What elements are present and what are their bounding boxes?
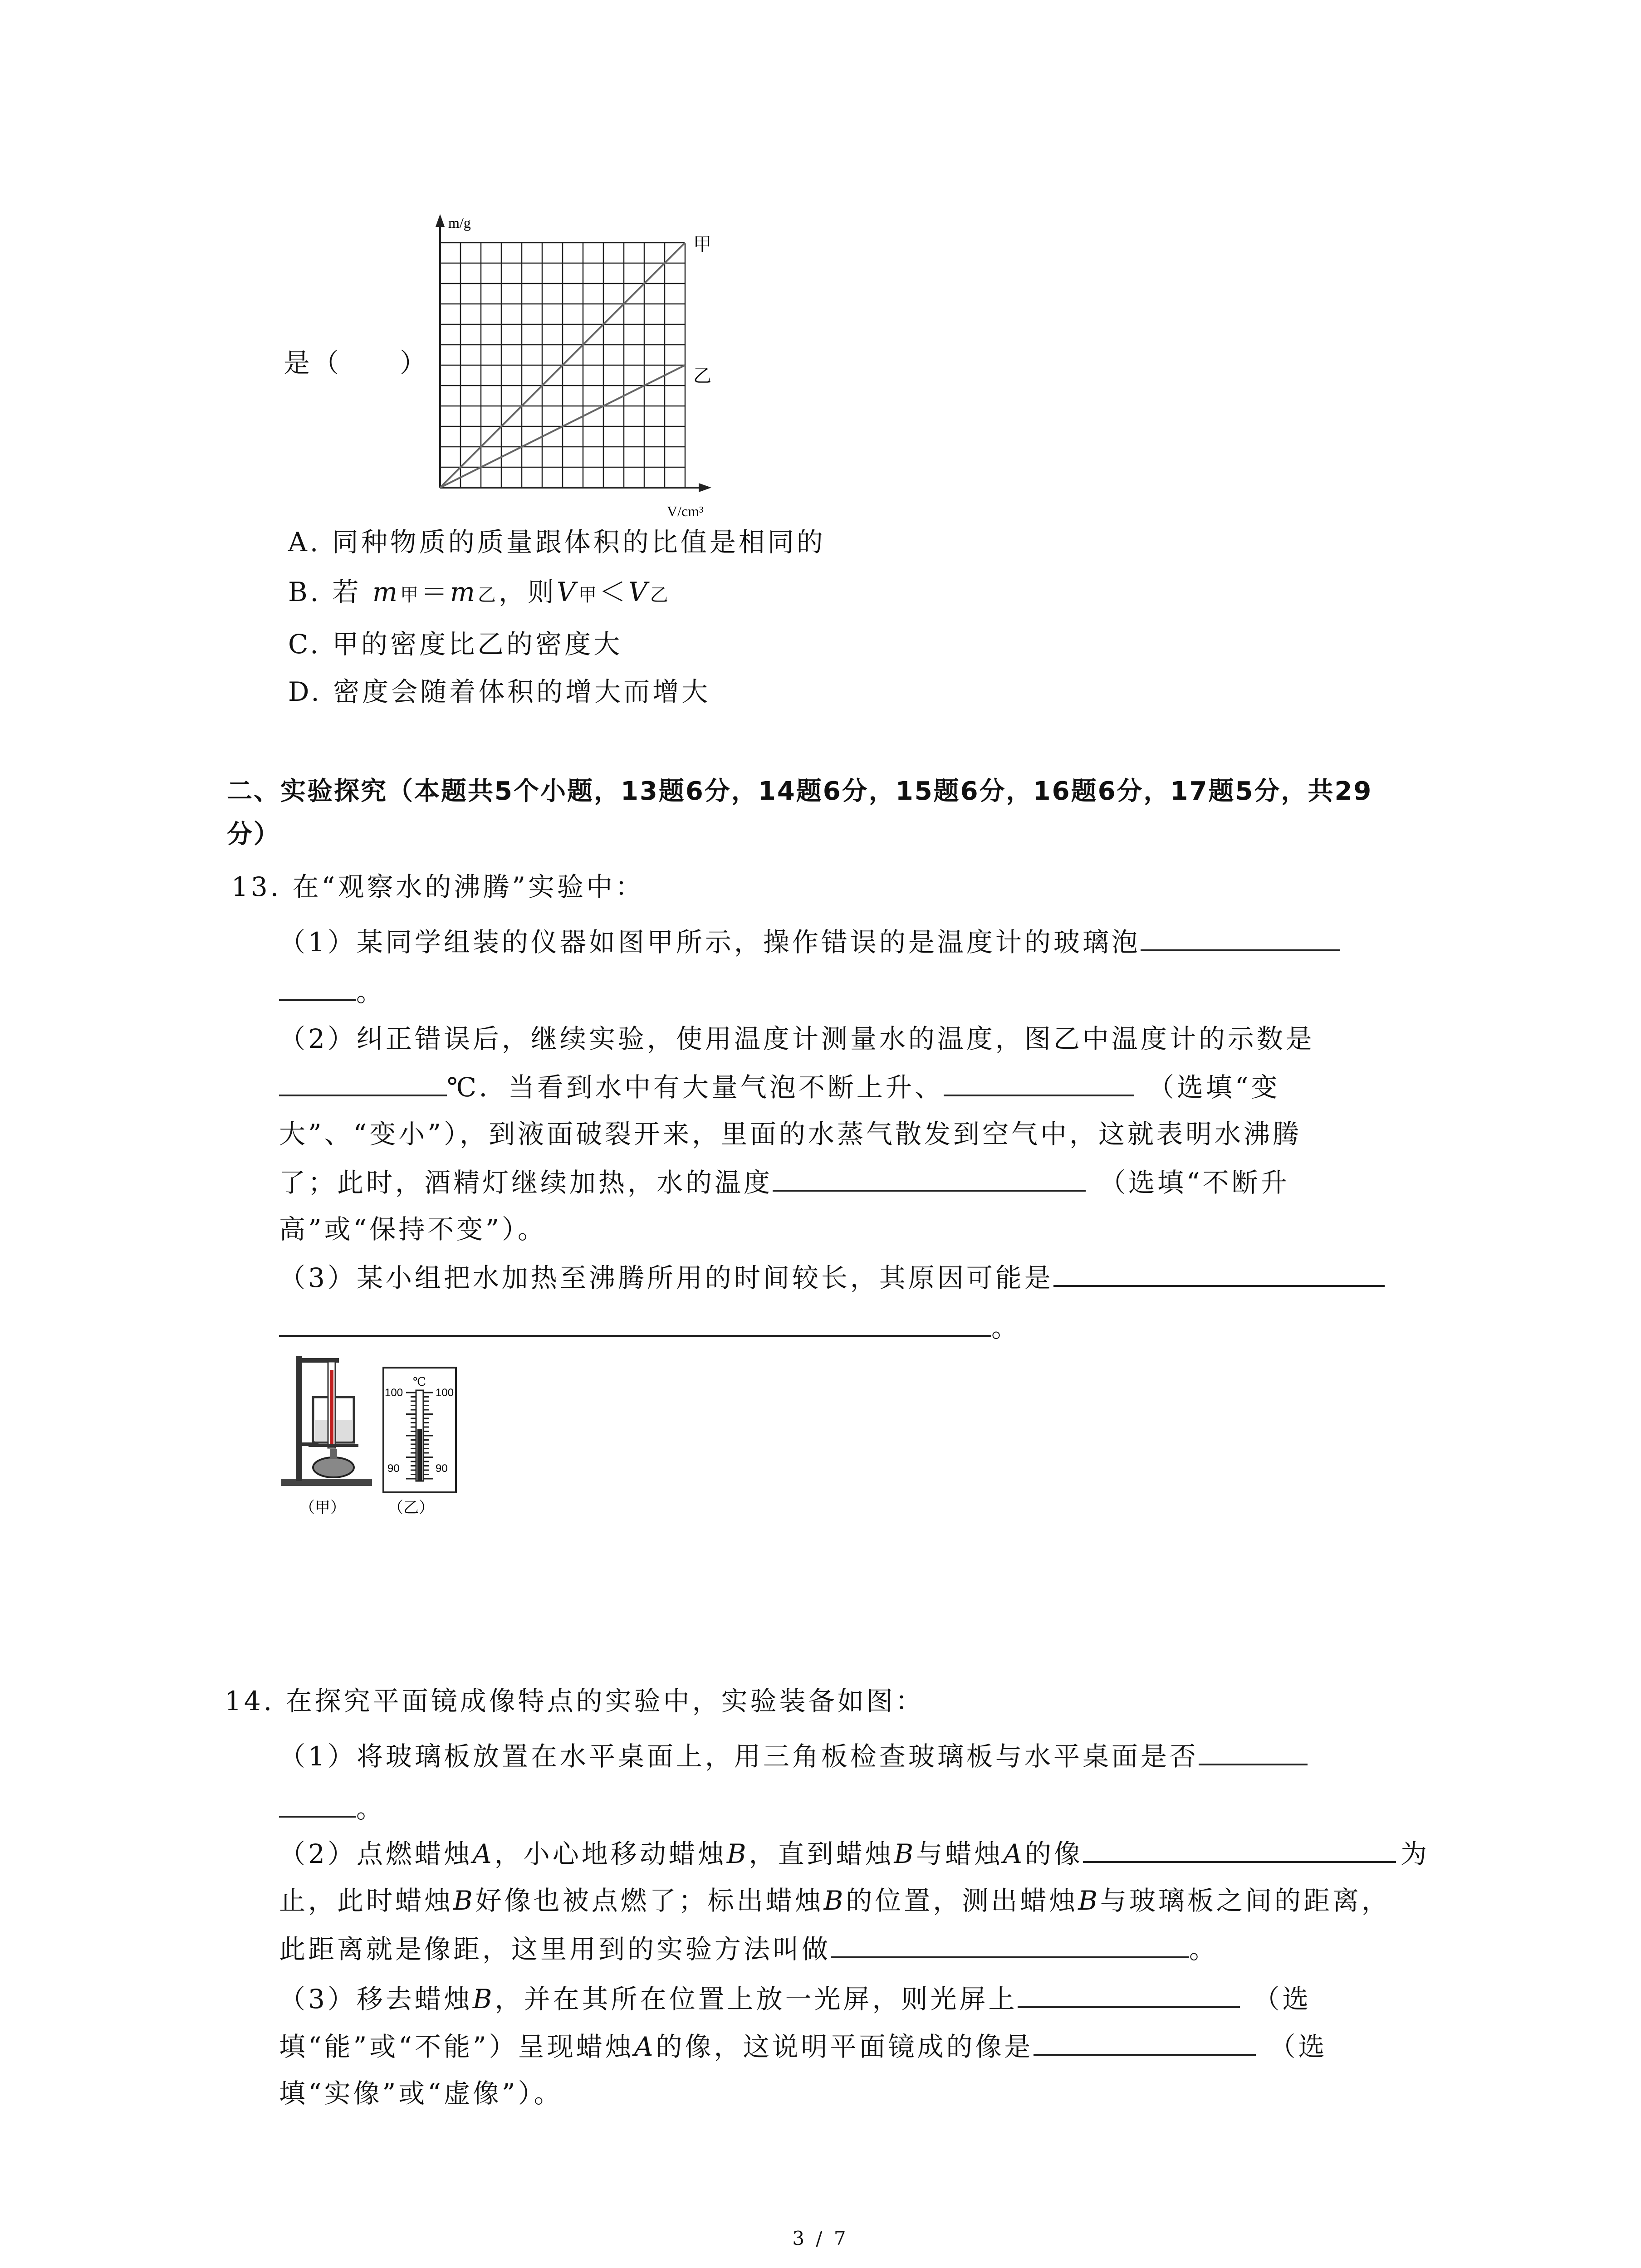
q13-p3-cont — [279, 1309, 1020, 1346]
var-m: m — [450, 577, 478, 607]
q13-p1-text: （1）某同学组装的仪器如图甲所示，操作错误的是温度计的玻璃泡 — [279, 927, 1141, 958]
q14-p2-text: 此距离就是像距，这里用到的实验方法叫做 — [279, 1934, 831, 1965]
eq-sign: ＝ — [421, 577, 450, 607]
q13-p2-line3: 大”、“变小”），到液面破裂开来，里面的水蒸气散发到空气中，这就表明水沸腾 — [279, 1119, 1302, 1149]
tick-label: 100 — [385, 1387, 403, 1399]
var-m: m — [372, 577, 400, 607]
q14-p2-text: ，小心地移动蜡烛 — [494, 1838, 727, 1869]
q14-p3-text: （选 — [1253, 1984, 1312, 2014]
var-v: V — [628, 577, 650, 607]
q14-p2-line2 — [279, 1882, 1391, 1919]
sub-jia: 甲 — [578, 585, 599, 606]
q13-p3 — [279, 1259, 1385, 1296]
q13-p2-text: 了；此时，酒精灯继续加热，水的温度 — [279, 1167, 773, 1198]
var-b: B — [823, 1885, 846, 1916]
q14-p2-text: ，直到蜡烛 — [749, 1838, 894, 1869]
q14-p2-text: 的像 — [1024, 1838, 1083, 1869]
sub-yi: 乙 — [650, 585, 671, 606]
q14-p1-cont — [279, 1789, 385, 1827]
option-d: D. 密度会随着体积的增大而增大 — [288, 676, 711, 707]
answer-blank[interactable] — [831, 1930, 1189, 1958]
var-a: A — [634, 2031, 656, 2062]
section-title-cont: 分） — [227, 820, 280, 849]
q14-p2-text: 止，此时蜡烛 — [279, 1885, 454, 1916]
figure-label-jia: （甲） — [299, 1499, 346, 1517]
option-b-lead: B. 若 — [288, 577, 362, 607]
answer-blank[interactable] — [773, 1163, 1086, 1192]
option-c: C. 甲的密度比乙的密度大 — [288, 629, 623, 660]
page-number: 3 / 7 — [792, 2227, 849, 2249]
q14-p2-text: 的位置，测出蜡烛 — [846, 1885, 1078, 1916]
q13-p2-text: ℃．当看到水中有大量气泡不断上升、 — [447, 1072, 944, 1103]
q14-p3-text: （选 — [1269, 2031, 1327, 2062]
var-b: B — [472, 1984, 495, 2014]
sub-jia: 甲 — [400, 585, 421, 606]
sub-yi: 乙 — [477, 585, 499, 606]
var-a: A — [472, 1838, 495, 1869]
answer-blank[interactable] — [1141, 923, 1340, 951]
tick-label: 100 — [436, 1387, 454, 1399]
q13-stem: 13. 在“观察水的沸腾”实验中： — [231, 871, 644, 902]
q14-p3-line3: 填“实像”或“虚像”）。 — [279, 2078, 563, 2109]
q14-p2-line1 — [279, 1835, 1430, 1872]
section-title: 二、实验探究（本题共5个小题，13题6分，14题6分，15题6分，16题6分，17题5分，共29 — [227, 777, 1373, 806]
q14-p3-text: 填“能”或“不能”）呈现蜡烛 — [279, 2031, 634, 2062]
var-v: V — [556, 577, 578, 607]
answer-blank[interactable] — [1199, 1737, 1308, 1765]
answer-blank[interactable] — [1083, 1835, 1396, 1863]
answer-blank[interactable] — [279, 1789, 356, 1818]
lt-sign: ＜ — [599, 577, 628, 607]
answer-blank[interactable] — [1034, 2028, 1256, 2056]
q13-p1 — [279, 923, 1340, 960]
q14-p2-text: 与蜡烛 — [916, 1838, 1004, 1869]
q14-p1-end: 。 — [356, 1793, 386, 1824]
q13-p1-end: 。 — [356, 977, 386, 1007]
q14-p1-text: （1）将玻璃板放置在水平桌面上，用三角板检查玻璃板与水平桌面是否 — [279, 1741, 1199, 1772]
q13-p2-text: （选填“变 — [1147, 1072, 1280, 1103]
q13-p1-cont — [279, 973, 385, 1010]
var-b: B — [894, 1838, 916, 1869]
answer-blank[interactable] — [279, 1309, 991, 1337]
q14-p2-line3 — [279, 1930, 1218, 1967]
label-yi: 乙 — [693, 366, 711, 386]
q12-stem-tail: 是（ ） — [284, 347, 429, 378]
answer-blank[interactable] — [1018, 1980, 1240, 2008]
q13-p2-line2 — [279, 1068, 1280, 1105]
var-b: B — [726, 1838, 749, 1869]
thermo-unit: ℃ — [413, 1375, 426, 1389]
label-jia: 甲 — [693, 234, 711, 255]
var-b: B — [1078, 1885, 1100, 1916]
q13-p2-line4 — [279, 1163, 1290, 1201]
q14-p3-text: 的像，这说明平面镜成的像是 — [656, 2031, 1034, 2062]
option-a: A. 同种物质的质量跟体积的比值是相同的 — [288, 527, 826, 557]
x-axis-label: V/cm³ — [667, 503, 704, 519]
figure-label-yi: （乙） — [388, 1499, 434, 1517]
boiling-apparatus-figure — [277, 1352, 531, 1533]
q13-p2-text: （选填“不断升 — [1099, 1167, 1290, 1198]
then-text: ，则 — [498, 577, 557, 607]
q14-p3-line2 — [279, 2028, 1327, 2065]
q14-p3-line1 — [279, 1980, 1312, 2017]
q13-p2-line5: 高”或“保持不变”）。 — [279, 1214, 547, 1245]
answer-blank[interactable] — [944, 1068, 1134, 1096]
q14-p1 — [279, 1737, 1308, 1774]
answer-blank[interactable] — [279, 1068, 447, 1096]
tick-label: 90 — [436, 1462, 448, 1475]
q14-p2-text: 为 — [1401, 1838, 1430, 1869]
answer-blank[interactable] — [1053, 1259, 1385, 1287]
q14-p2-end: 。 — [1189, 1934, 1219, 1965]
q14-p2-text: （2）点燃蜡烛 — [279, 1838, 473, 1869]
var-b: B — [453, 1885, 475, 1916]
var-a: A — [1003, 1838, 1025, 1869]
option-b — [288, 574, 671, 613]
y-axis-label: m/g — [448, 215, 471, 231]
answer-blank[interactable] — [279, 973, 356, 1001]
q14-p2-text: 与玻璃板之间的距离， — [1100, 1885, 1391, 1916]
q13-p3-end: 。 — [991, 1312, 1021, 1343]
q14-p3-text: ，并在其所在位置上放一光屏，则光屏上 — [495, 1984, 1018, 2014]
q14-stem: 14. 在探究平面镜成像特点的实验中，实验装备如图： — [225, 1686, 925, 1716]
tick-label: 90 — [387, 1462, 400, 1475]
q13-p2-line1: （2）纠正错误后，继续实验，使用温度计测量水的温度，图乙中温度计的示数是 — [279, 1023, 1315, 1054]
q14-p3-text: （3）移去蜡烛 — [279, 1984, 473, 2014]
mass-volume-graph — [408, 213, 735, 522]
q13-p3-text: （3）某小组把水加热至沸腾所用的时间较长，其原因可能是 — [279, 1262, 1053, 1293]
q14-p2-text: 好像也被点燃了；标出蜡烛 — [475, 1885, 824, 1916]
